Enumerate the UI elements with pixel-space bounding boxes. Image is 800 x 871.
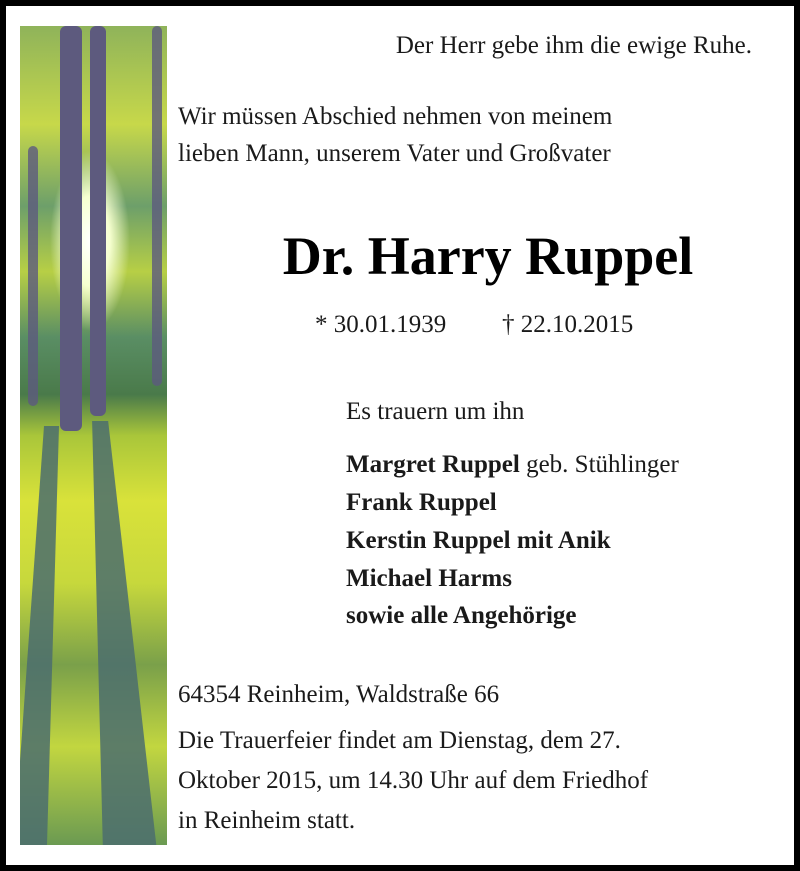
mourner-name: Frank Ruppel bbox=[346, 489, 497, 516]
tree-shadow bbox=[60, 421, 167, 845]
mourner bbox=[346, 452, 679, 477]
address: 64354 Reinheim, Waldstraße 66 bbox=[178, 681, 500, 708]
service-line: Oktober 2015, um 14.30 Uhr auf dem Friedhof bbox=[178, 767, 649, 794]
intro-line: Wir müssen Abschied nehmen von meinem bbox=[178, 103, 613, 130]
service-line: Die Trauerfeier findet am Dienstag, dem 27. bbox=[178, 727, 621, 754]
death-date: † 22.10.2015 bbox=[502, 311, 634, 338]
forest-photo bbox=[20, 26, 167, 845]
tree-trunk bbox=[28, 146, 38, 406]
tree-trunk bbox=[60, 26, 82, 431]
deceased-name: Dr. Harry Ruppel bbox=[282, 226, 694, 286]
tree-trunk bbox=[152, 26, 162, 386]
mourner-note: geb. Stühlinger bbox=[519, 451, 679, 478]
birth-date: * 30.01.1939 bbox=[315, 311, 447, 338]
obituary-notice bbox=[6, 6, 794, 865]
mourner-name: sowie alle Angehörige bbox=[346, 602, 577, 629]
service-line: in Reinheim statt. bbox=[178, 807, 356, 834]
mourner-name: Margret Ruppel bbox=[346, 451, 520, 478]
mourner-name: Michael Harms bbox=[346, 565, 512, 592]
motto: Der Herr gebe ihm die ewige Ruhe. bbox=[395, 32, 752, 59]
intro-line: lieben Mann, unserem Vater und Großvater bbox=[178, 140, 611, 167]
mourner-name: Kerstin Ruppel mit Anik bbox=[346, 527, 611, 554]
tree-trunk bbox=[90, 26, 106, 416]
tree-shadow bbox=[20, 426, 80, 845]
mourners-heading: Es trauern um ihn bbox=[346, 398, 525, 425]
